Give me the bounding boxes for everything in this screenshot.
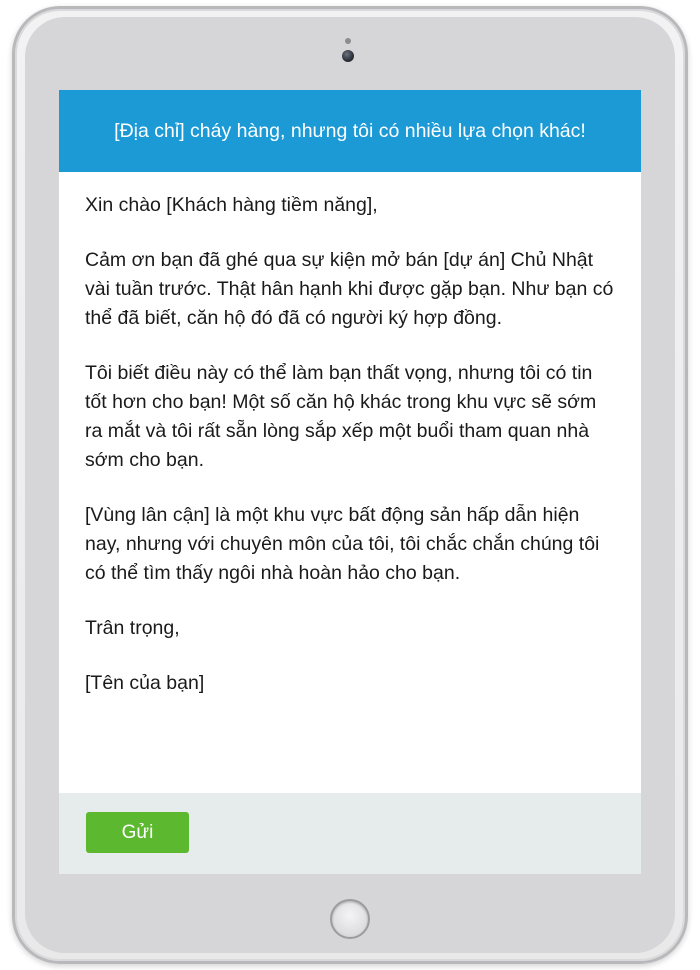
send-button[interactable]: Gửi — [86, 812, 189, 853]
front-camera — [342, 38, 354, 64]
sensor-icon — [345, 38, 351, 44]
camera-icon — [342, 50, 354, 62]
subject-bar — [59, 90, 641, 172]
home-button-icon[interactable] — [330, 899, 370, 939]
email-greeting: Xin chào [Khách hàng tiềm năng], — [85, 194, 378, 216]
email-footer — [59, 793, 641, 874]
email-paragraph: Tôi biết điều này có thể làm bạn thất vọng, nhưng tôi có tin tốt hơn cho bạn! Một số căn hộ khác trong khu vực sẽ sớm ra mắt và tôi rất sẵn lòng sắp xếp một buổi tham quan nhà sớm cho bạn. — [85, 362, 597, 471]
email-signature: [Tên của bạn] — [85, 672, 205, 694]
email-body — [59, 172, 641, 698]
email-paragraph: [Vùng lân cận] là một khu vực bất động sản hấp dẫn hiện nay, nhưng với chuyên môn của tôi, tôi chắc chắn chúng tôi có thể tìm thấy ngôi nhà hoàn hảo cho bạn. — [85, 504, 600, 584]
email-closing: Trân trọng, — [85, 617, 180, 639]
email-screen — [59, 90, 641, 874]
email-paragraph: Cảm ơn bạn đã ghé qua sự kiện mở bán [dự án] Chủ Nhật vài tuần trước. Thật hân hạnh khi được gặp bạn. Như bạn có thể đã biết, căn hộ đó đã có người ký hợp đồng. — [85, 249, 614, 329]
email-subject: [Địa chỉ] cháy hàng, nhưng tôi có nhiều lựa chọn khác! — [114, 119, 586, 142]
